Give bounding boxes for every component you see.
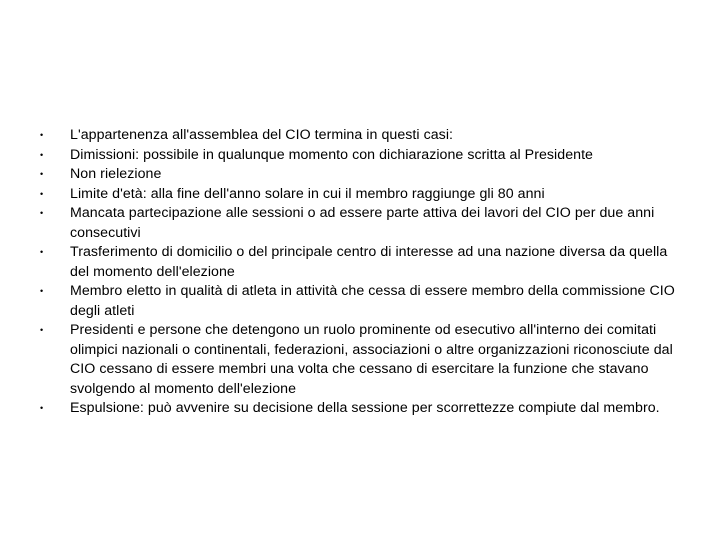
list-item: [40, 204, 680, 243]
bullet-icon: •: [40, 188, 44, 199]
list-item-text: Espulsione: può avvenire su decisione della sessione per scorrettezze compiute dal membro.: [70, 400, 660, 416]
bullet-list: [40, 126, 680, 419]
list-item: [40, 243, 680, 282]
bullet-icon: •: [40, 403, 44, 413]
bullet-icon: •: [40, 208, 44, 218]
list-item-text: Non rielezione: [70, 166, 162, 182]
list-item-text: L'appartenenza all'assemblea del CIO termina in questi casi:: [70, 127, 454, 143]
list-item: [40, 185, 680, 205]
list-item: [40, 165, 680, 185]
bullet-icon: •: [40, 130, 44, 140]
list-item-text: Mancata partecipazione alle sessioni o ad essere parte attiva dei lavori del CIO per due anni consecutivi: [70, 205, 655, 241]
list-item-text: Membro eletto in qualità di atleta in attività che cessa di essere membro della commissione CIO degli atleti: [70, 283, 675, 319]
list-item-text: Trasferimento di domicilio o del principale centro di interesse ad una nazione diversa da quella del momento dell'elezione: [70, 244, 668, 280]
bullet-icon: •: [40, 247, 44, 257]
bullet-icon: •: [40, 149, 44, 160]
list-item: [40, 321, 680, 399]
list-item: [40, 126, 680, 146]
list-item: [40, 282, 680, 321]
bullet-icon: •: [40, 325, 44, 335]
list-item: [40, 146, 680, 166]
bullet-icon: •: [40, 286, 44, 296]
list-item-text: Presidenti e persone che detengono un ruolo prominente od esecutivo all'interno dei comitati olimpici nazionali o continentali, federazioni, associazioni o altre organizzazioni riconosciute dal CIO cessano di essere membri una volta che cessano di esercitare la funzione che stavano svolgendo al momento dell'elezione: [70, 322, 673, 397]
list-item-text: Limite d'età: alla fine dell'anno solare in cui il membro raggiunge gli 80 anni: [70, 185, 545, 202]
bullet-icon: •: [40, 169, 44, 179]
list-item: [40, 399, 680, 419]
list-item-text: Dimissioni: possibile in qualunque momento con dichiarazione scritta al Presidente: [70, 146, 594, 163]
